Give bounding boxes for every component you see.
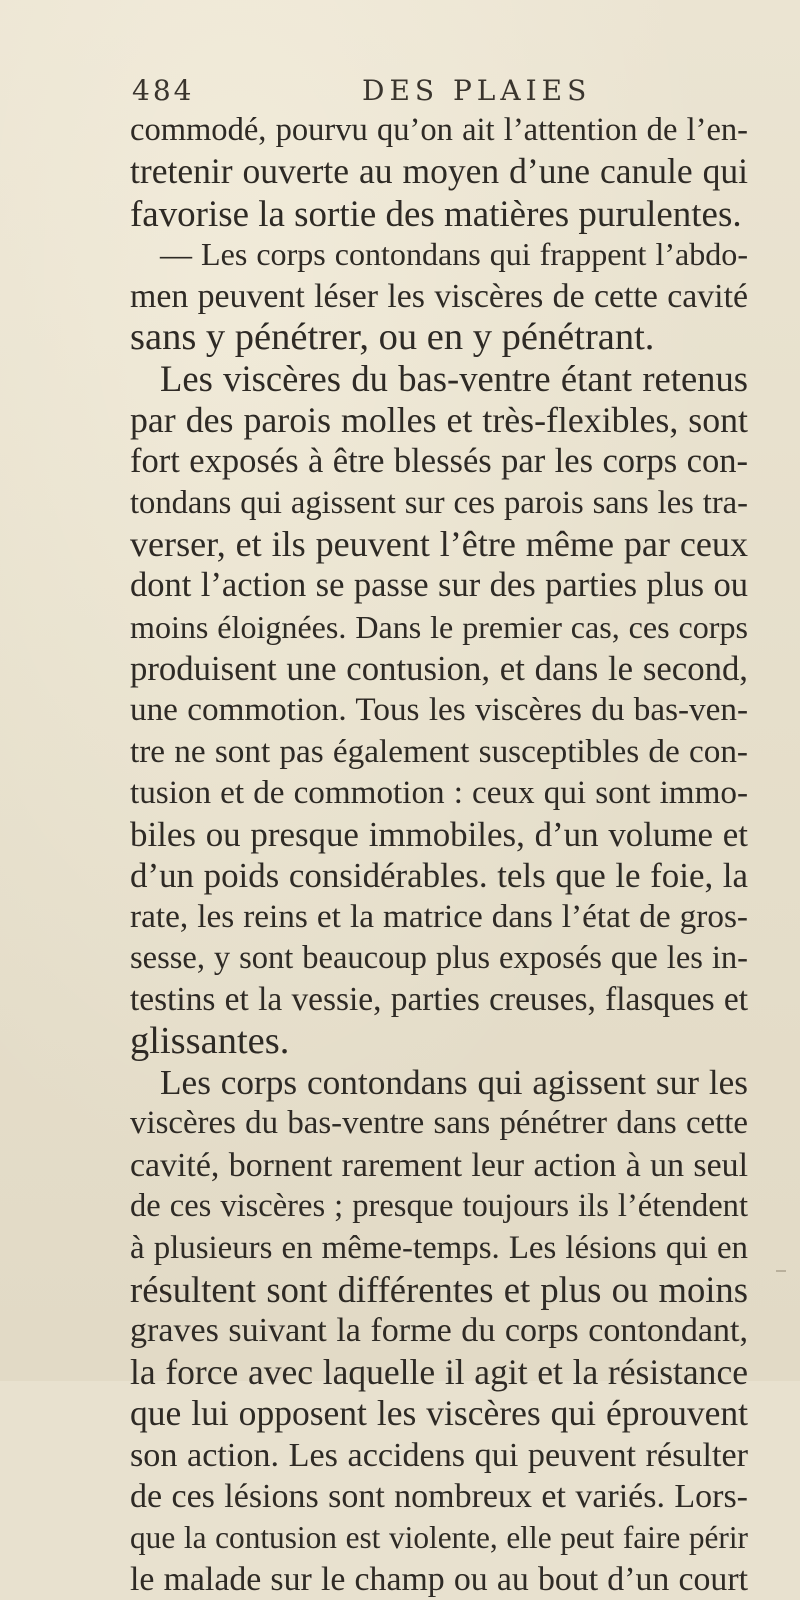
text-line: commodé, pourvu qu’on ait l’attention de l’en- [130, 112, 748, 148]
text-line: tretenir ouverte au moyen d’une canule qui [130, 151, 748, 192]
text-line: viscères du bas-ventre sans pénétrer dans cette [130, 1105, 748, 1142]
text-line: résultent sont différentes et plus ou moins [130, 1268, 748, 1310]
text-line: produisent une contusion, et dans le second, [130, 649, 748, 689]
text-line: verser, et ils peuvent l’être même par ceux [130, 523, 748, 564]
text-line: — Les corps contondans qui frappent l’abdo- [160, 236, 748, 273]
text-line: de ces lésions sont nombreux et variés. Lors- [130, 1477, 748, 1515]
text-line: biles ou presque immobiles, d’un volume et [130, 814, 748, 854]
text-line: une commotion. Tous les viscères du bas-ven- [130, 691, 748, 729]
text-line: tusion et de commotion : ceux qui sont immo- [130, 774, 748, 812]
text-line: men peuvent léser les viscères de cette cavité [130, 277, 748, 315]
text-line: dont l’action se passe sur des parties plus ou [130, 566, 748, 605]
text-line: sesse, y sont beaucoup plus exposés que les in- [130, 939, 748, 976]
text-line: son action. Les accidens qui peuvent résulter [130, 1436, 748, 1474]
text-line: d’un poids considérables. tels que le foie, la [130, 856, 748, 896]
text-line: par des parois molles et très-flexibles, sont [130, 399, 748, 440]
text-line: tondans qui agissent sur ces parois sans les tra- [130, 484, 748, 521]
page-number: 484 [132, 74, 195, 107]
text-line: que lui opposent les viscères qui éprouvent [130, 1393, 748, 1434]
text-line: la force avec laquelle il agit et la résistance [130, 1351, 748, 1392]
text-line: moins éloignées. Dans le premier cas, ces corps [130, 608, 748, 645]
text-line: fort exposés à être blessés par les corps con- [130, 442, 748, 481]
text-line: testins et la vessie, parties creuses, flasques et [130, 981, 748, 1019]
text-line: que la contusion est violente, elle peut faire périr [130, 1520, 748, 1556]
text-line: Les viscères du bas-ventre étant retenus [160, 358, 748, 400]
running-title: DES PLAIES [362, 74, 592, 107]
text-line: rate, les reins et la matrice dans l’état de gros- [130, 898, 748, 936]
text-line: le malade sur le champ ou au bout d’un court [130, 1560, 748, 1598]
text-line: graves suivant la forme du corps contondant, [130, 1312, 748, 1350]
text-line: sans y pénétrer, ou en y pénétrant. [130, 315, 655, 358]
text-line: glissantes. [130, 1019, 290, 1062]
text-line: tre ne sont pas également susceptibles de con- [130, 732, 748, 770]
text-line: cavité, bornent rarement leur action à un seul [130, 1146, 748, 1184]
body-text [130, 110, 748, 1600]
text-line: de ces viscères ; presque toujours ils l’étendent [130, 1188, 748, 1225]
text-line: à plusieurs en même-temps. Les lésions qui en [130, 1229, 748, 1266]
margin-mark [776, 1270, 786, 1272]
text-line: Les corps contondans qui agissent sur les [160, 1062, 748, 1102]
text-line: favorise la sortie des matières purulentes. [130, 192, 742, 234]
